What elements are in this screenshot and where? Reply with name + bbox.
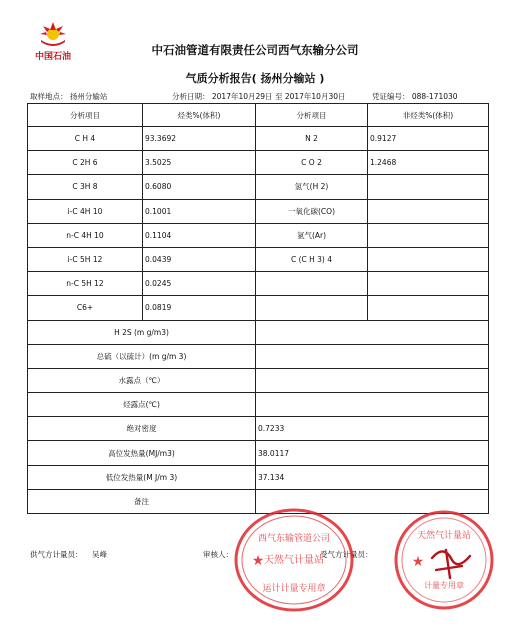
property-row [28,368,489,392]
nonhydrocarbon-value [368,199,489,223]
property-row [28,344,489,368]
property-label: 水露点（℃） [28,368,256,392]
analysis-date: 分析日期： 2017年10月29日 至 2017年10月30日 [172,92,346,101]
property-label: 备注 [28,489,256,513]
column-header: 烃类%(体积) [143,104,256,127]
nonhydrocarbon-value [368,223,489,247]
component-name: i-C 5H 12 [28,247,143,271]
logo-text: 中国石油 [34,52,71,62]
table-row [28,151,489,175]
certificate-number: 凭证编号： 088-171030 [372,92,458,101]
component-name-nonhydrocarbon: C O 2 [256,151,368,175]
supplier-name: 吴峰 [92,550,107,559]
property-row [28,441,489,465]
hydrocarbon-value: 0.0439 [143,247,256,271]
property-value [256,368,489,392]
component-name-nonhydrocarbon: 氢气(H 2) [256,175,368,199]
property-row [28,465,489,489]
property-label: 总硫（以硫计）(m g/m 3) [28,344,256,368]
component-name-nonhydrocarbon: C (C H 3) 4 [256,247,368,271]
analysis-table [27,103,489,514]
svg-text:运计计量专用章: 运计计量专用章 [262,584,326,594]
component-name: C6+ [28,296,143,320]
component-name: C 3H 8 [28,175,143,199]
property-value [256,393,489,417]
component-name-nonhydrocarbon: 一氧化碳(CO) [256,199,368,223]
component-name: C H 4 [28,127,143,151]
property-value: 37.134 [256,465,489,489]
official-seal-left [232,507,356,613]
component-name-nonhydrocarbon: 氩气(Ar) [256,223,368,247]
property-label: 高位发热量(MJ/m3) [28,441,256,465]
property-label: 绝对密度 [28,417,256,441]
column-header: 分析项目 [28,104,143,127]
sampling-location: 取样地点： 扬州分输站 [30,92,108,101]
table-row [28,247,489,271]
component-name-nonhydrocarbon [256,296,368,320]
column-header: 非烃类%(体积) [368,104,489,127]
property-value [256,344,489,368]
svg-text:计量专用章: 计量专用章 [424,581,464,590]
official-seal-right [392,508,496,612]
property-row [28,393,489,417]
report-title: 气质分析报告( 扬州分输站 ) [185,72,325,85]
nonhydrocarbon-value [368,175,489,199]
component-name-nonhydrocarbon: N 2 [256,127,368,151]
svg-text:★: ★ [411,554,425,570]
svg-text:★: ★ [251,553,265,569]
hydrocarbon-value: 0.0819 [143,296,256,320]
svg-text:天然气计量站: 天然气计量站 [416,531,472,541]
hydrocarbon-value: 0.0245 [143,272,256,296]
hydrocarbon-value: 0.1001 [143,199,256,223]
supplier-label: 供气方计量员： [30,550,83,559]
hydrocarbon-value: 0.1104 [143,223,256,247]
svg-text:天然气计量站: 天然气计量站 [264,555,324,566]
component-name-nonhydrocarbon [256,272,368,296]
svg-text:西气东输管道公司: 西气东输管道公司 [257,534,331,544]
company-name: 中石油管道有限责任公司西气东输分公司 [151,43,359,57]
reviewer-label: 审核人： [203,550,233,559]
nonhydrocarbon-value [368,296,489,320]
table-row [28,296,489,320]
property-label: 低位发热量(M J/m 3) [28,465,256,489]
nonhydrocarbon-value: 0.9127 [368,127,489,151]
hydrocarbon-value: 3.5025 [143,151,256,175]
table-row [28,272,489,296]
property-row [28,320,489,344]
nonhydrocarbon-value: 1.2468 [368,151,489,175]
hydrocarbon-value: 0.6080 [143,175,256,199]
property-value [256,320,489,344]
nonhydrocarbon-value [368,247,489,271]
hydrocarbon-value: 93.3692 [143,127,256,151]
table-row [28,199,489,223]
component-name: C 2H 6 [28,151,143,175]
property-value: 38.0117 [256,441,489,465]
table-row [28,223,489,247]
component-name: n-C 4H 10 [28,223,143,247]
receiver-label: 受气方计量员： [320,550,373,559]
property-value: 0.7233 [256,417,489,441]
property-label: 烃露点(℃) [28,393,256,417]
component-name: i-C 4H 10 [28,199,143,223]
property-label: H 2S (m g/m3) [28,320,256,344]
column-header: 分析项目 [256,104,368,127]
table-row [28,175,489,199]
nonhydrocarbon-value [368,272,489,296]
table-row [28,127,489,151]
property-row [28,417,489,441]
component-name: n-C 5H 12 [28,272,143,296]
